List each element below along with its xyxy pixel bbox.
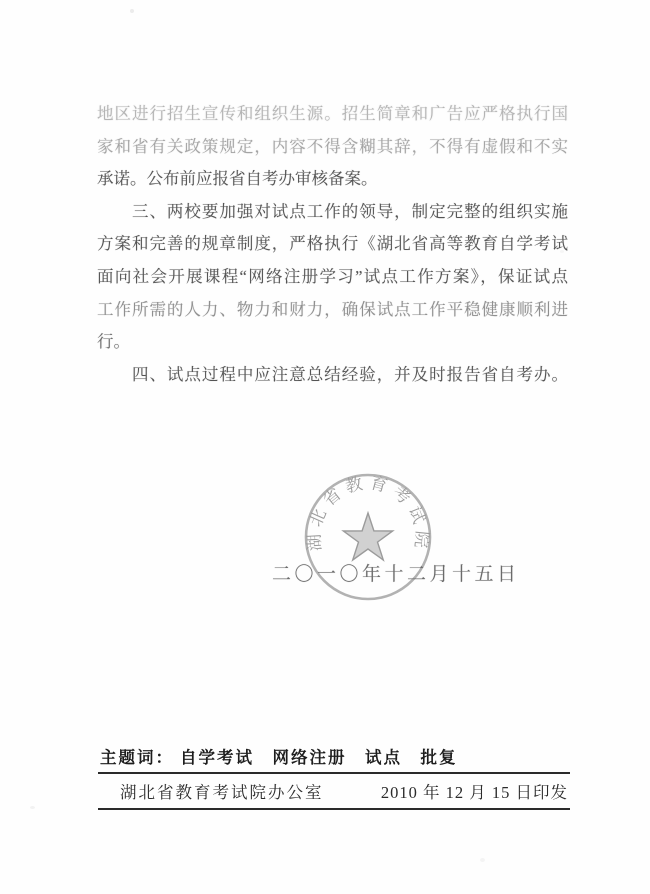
print-date: 2010 年 12 月 15 日印发	[380, 783, 568, 802]
scan-speckle	[30, 806, 35, 809]
seal-text: 湖北省教育考试院	[304, 473, 432, 555]
body-line: 方案和完善的规章制度，严格执行《湖北省高等教育自学考试	[97, 234, 568, 254]
document-body	[97, 98, 568, 391]
footer-divider-bottom	[98, 808, 570, 810]
document-footer	[98, 744, 570, 810]
scan-speckle	[130, 9, 134, 13]
issuing-office: 湖北省教育考试院办公室	[120, 783, 324, 802]
body-line: 家和省有关政策规定，内容不得含糊其辞，不得有虚假和不实	[97, 136, 568, 156]
star-icon	[343, 513, 392, 560]
body-line: 工作所需的人力、物力和财力，确保试点工作平稳健康顺利进	[97, 299, 568, 319]
keywords-value: 自学考试 网络注册 试点 批复	[180, 749, 458, 767]
body-line: 三、两校要加强对试点工作的领导，制定完整的组织实施	[97, 201, 568, 221]
body-line: 地区进行招生宣传和组织生源。招生简章和广告应严格执行国	[97, 104, 568, 123]
issuer-row	[98, 774, 570, 808]
body-line: 行。	[97, 332, 130, 352]
signature-date: 二〇一〇年十二月十五日	[272, 564, 520, 585]
scan-speckle	[560, 250, 564, 253]
body-line: 承诺。公布前应报省自考办审核备案。	[97, 169, 378, 189]
keywords-label: 主题词：	[100, 749, 174, 767]
body-line: 四、试点过程中应注意总结经验，并及时报告省自考办。	[97, 364, 568, 384]
scan-speckle	[480, 858, 485, 862]
body-line: 面向社会开展课程“网络注册学习”试点工作方案》，保证试点	[97, 266, 568, 286]
keywords-row	[98, 744, 570, 772]
